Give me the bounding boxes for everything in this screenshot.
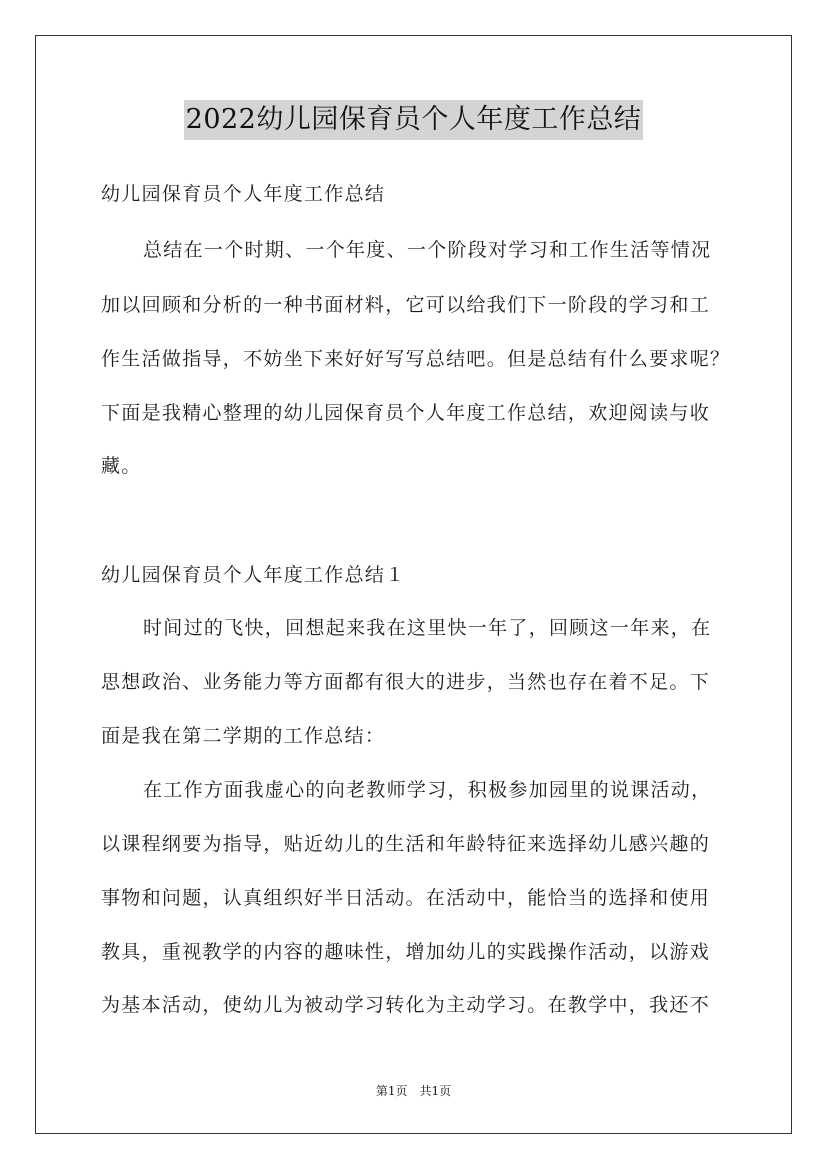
section-line: 为基本活动，使幼儿为被动学习转化为主动学习。在教学中，我还不 bbox=[101, 994, 711, 1016]
intro-line: 下面是我精心整理的幼儿园保育员个人年度工作总结，欢迎阅读与收 bbox=[101, 402, 711, 424]
section-line: 在工作方面我虚心的向老教师学习，积极参加园里的说课活动， bbox=[143, 779, 712, 801]
title-container bbox=[0, 100, 827, 140]
page-number-footer: 第1页 共1页 bbox=[375, 1084, 452, 1098]
section-line: 教具，重视教学的内容的趣味性，增加幼儿的实践操作活动，以游戏 bbox=[101, 941, 711, 963]
intro-line: 总结在一个时期、一个年度、一个阶段对学习和工作生活等情况 bbox=[143, 239, 712, 261]
section-heading: 幼儿园保育员个人年度工作总结１ bbox=[101, 564, 406, 586]
intro-line: 藏。 bbox=[101, 455, 142, 477]
section-line: 时间过的飞快，回想起来我在这里快一年了，回顾这一年来，在 bbox=[143, 617, 712, 639]
subtitle: 幼儿园保育员个人年度工作总结 bbox=[101, 183, 386, 205]
document-title: 2022幼儿园保育员个人年度工作总结 bbox=[184, 100, 644, 140]
intro-line: 作生活做指导，不妨坐下来好好写写总结吧。但是总结有什么要求呢？ bbox=[101, 348, 731, 370]
section-line: 面是我在第二学期的工作总结： bbox=[101, 725, 386, 747]
intro-line: 加以回顾和分析的一种书面材料，它可以给我们下一阶段的学习和工 bbox=[101, 294, 711, 316]
section-line: 以课程纲要为指导，贴近幼儿的生活和年龄特征来选择幼儿感兴趣的 bbox=[101, 833, 711, 855]
section-line: 思想政治、业务能力等方面都有很大的进步，当然也存在着不足。下 bbox=[101, 671, 711, 693]
section-line: 事物和问题，认真组织好半日活动。在活动中，能恰当的选择和使用 bbox=[101, 887, 711, 909]
